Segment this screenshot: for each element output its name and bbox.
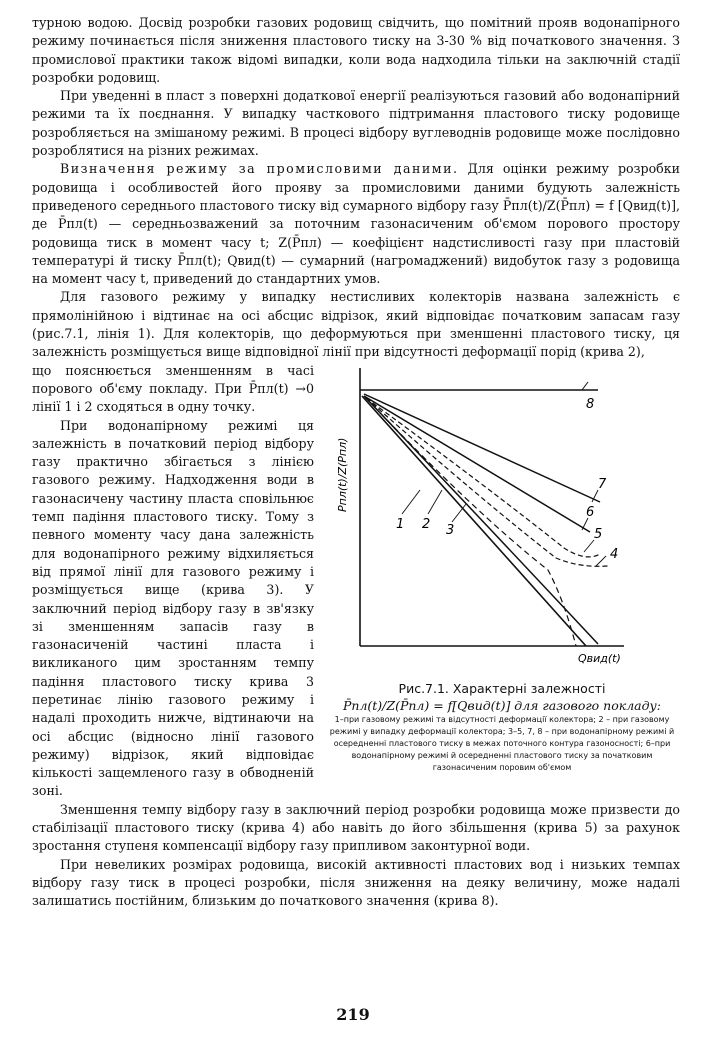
curve-7: [364, 394, 600, 502]
figure-wrap-region: [32, 362, 680, 801]
x-axis-label: Qвид(t): [578, 651, 621, 665]
curve-label-3: 3: [446, 522, 455, 538]
leader-4: [596, 556, 606, 566]
curve-label-2: 2: [422, 516, 431, 532]
leader-3: [452, 504, 466, 522]
paragraph-1: турною водою. Досвід розробки газових родовищ свідчить, що помітний прояв водонапірного режиму починається після зниження пластового тиску на 3-30 % від початкового значення. З промислової практики також відомі випадки, коли вода надходила тільки на заключній стадії розробки родовищ.: [32, 15, 680, 85]
paragraph-7: При невеликих розмірах родовища, високій активності пластових вод і низьких темпах відбору газу тиск в процесі розробки, після зниження на деяку величину, може надалі залишатись постійним, близьким до початкового значення (крива 8).: [32, 856, 680, 909]
paragraph-4-rest: що пояснюється зменшенням в часі порового об'єму покладу. При P̄пл(t) →0 лінії 1 і 2 сходяться в одну точку.: [32, 362, 314, 415]
leader-8: [582, 382, 588, 390]
caption-note: 1–при газовому режимі та відсутності деформації колектора; 2 – при газовому режимі у випадку деформації колектора; 3–5, 7, 8 – при водонапірному режимі й осередненні пластового тиску в межах поточного контура газоносності; 6–при водонапірному режимі й осередненні пластового тиску за початковим газонасиченим поровим об'ємом: [329, 714, 675, 772]
paragraph-3-heading: Визначення режиму за промисловими даними.: [60, 161, 459, 177]
paragraph-3-body: Для оцінки режиму розробки родовища і особливостей його прояву за промисловими даними будують залежність приведеного середнього пластового тиску від сумарного відбору газу P̄пл(t)/Z(P̄пл) = f [Qвид(t)], де P̄пл(t) — середньозважений за поточним газонасиченим об'ємом порового простору родовища тиск в момент часу t; Z(P̄пл) — коефіцієнт надстисливості газу при пластовій температурі й тиску P̄пл(t); Qвид(t) — сумарний (нагромаджений) видобуток газу з родовища на момент часу t, приведений до стандартних умов.: [32, 161, 680, 287]
figure-chart: [324, 362, 680, 678]
paragraph-6: Зменшення темпу відбору газу в заключний період розробки родовища може призвести до стабілізації пластового тиску (крива 4) або навіть до його збільшення (крива 5) за рахунок зростання ступеня компенсації відбору газу припливом законтурної води.: [32, 801, 680, 854]
paragraph-5: При водонапірному режимі ця залежність в початковий період відбору газу практично збігається з лінією газового режиму. Надходження води в газонасичену частину пласта сповільнює темп падіння пластового тиску. Тому з певного моменту часу дана залежність для водонапірного режиму відхиляється від прямої лінії для газового режиму і розміщується вище (крива 3). У заключний період відбору газу в зв'язку зі зменшенням запасів газу в газонасиченій частині пласта і викликаного цим зростанням темпу падіння пластового тиску крива 3 перетинає лінію газового режиму і надалі проходить нижче, відтинаючи на осі абсцис (відносно лінії газового режиму) відрізок, який відповідає кількості защемленого газу в обводненій зоні.: [32, 417, 314, 799]
paragraph-4-top: Для газового режиму у випадку нестисливих колекторів названа залежність є прямолінійною і відтинає на осі абсцис відрізок, який відповідає початковим запасам газу (рис.7.1, лінія 1). Для колекторів, що деформуються при зменшенні пластового тиску, ця залежність розміщується вище відповідної лінії при відсутності деформації порід (крива 2),: [32, 289, 680, 360]
y-axis-label: Pпл(t)/Z(Pпл): [336, 437, 349, 512]
leader-5: [584, 540, 594, 552]
curve-label-7: 7: [598, 476, 607, 492]
paragraph-2: При уведенні в пласт з поверхні додаткової енергії реалізуються газовий або водонапірний режими та їх поєднання. У випадку часткового підтримання пластового тиску родовище розробляється на змішаному режимі. В процесі відбору вуглеводнів родовище може послідовно розроблятися на різних режимах.: [32, 88, 680, 159]
paragraph-3: [32, 160, 680, 288]
leader-2: [428, 490, 442, 514]
curve-6: [364, 396, 590, 532]
curve-label-8: 8: [586, 396, 595, 412]
figure-7-1: [324, 362, 680, 774]
caption-title: Рис.7.1. Характерні залежності: [398, 680, 606, 696]
curve-5: [366, 398, 603, 557]
figure-caption: [324, 680, 680, 774]
left-column: [32, 362, 314, 801]
curve-label-5: 5: [594, 526, 603, 542]
page-number: 219: [336, 1005, 370, 1024]
caption-formula: P̄пл(t)/Z(P̄пл) = f[Qвид(t)] для газового покладу:: [342, 697, 661, 713]
leader-1: [402, 490, 420, 514]
curve-label-4: 4: [610, 546, 619, 562]
curve-label-1: 1: [396, 516, 405, 532]
page-content: [32, 14, 680, 911]
curve-4: [366, 398, 608, 566]
curve-label-6: 6: [586, 504, 595, 520]
